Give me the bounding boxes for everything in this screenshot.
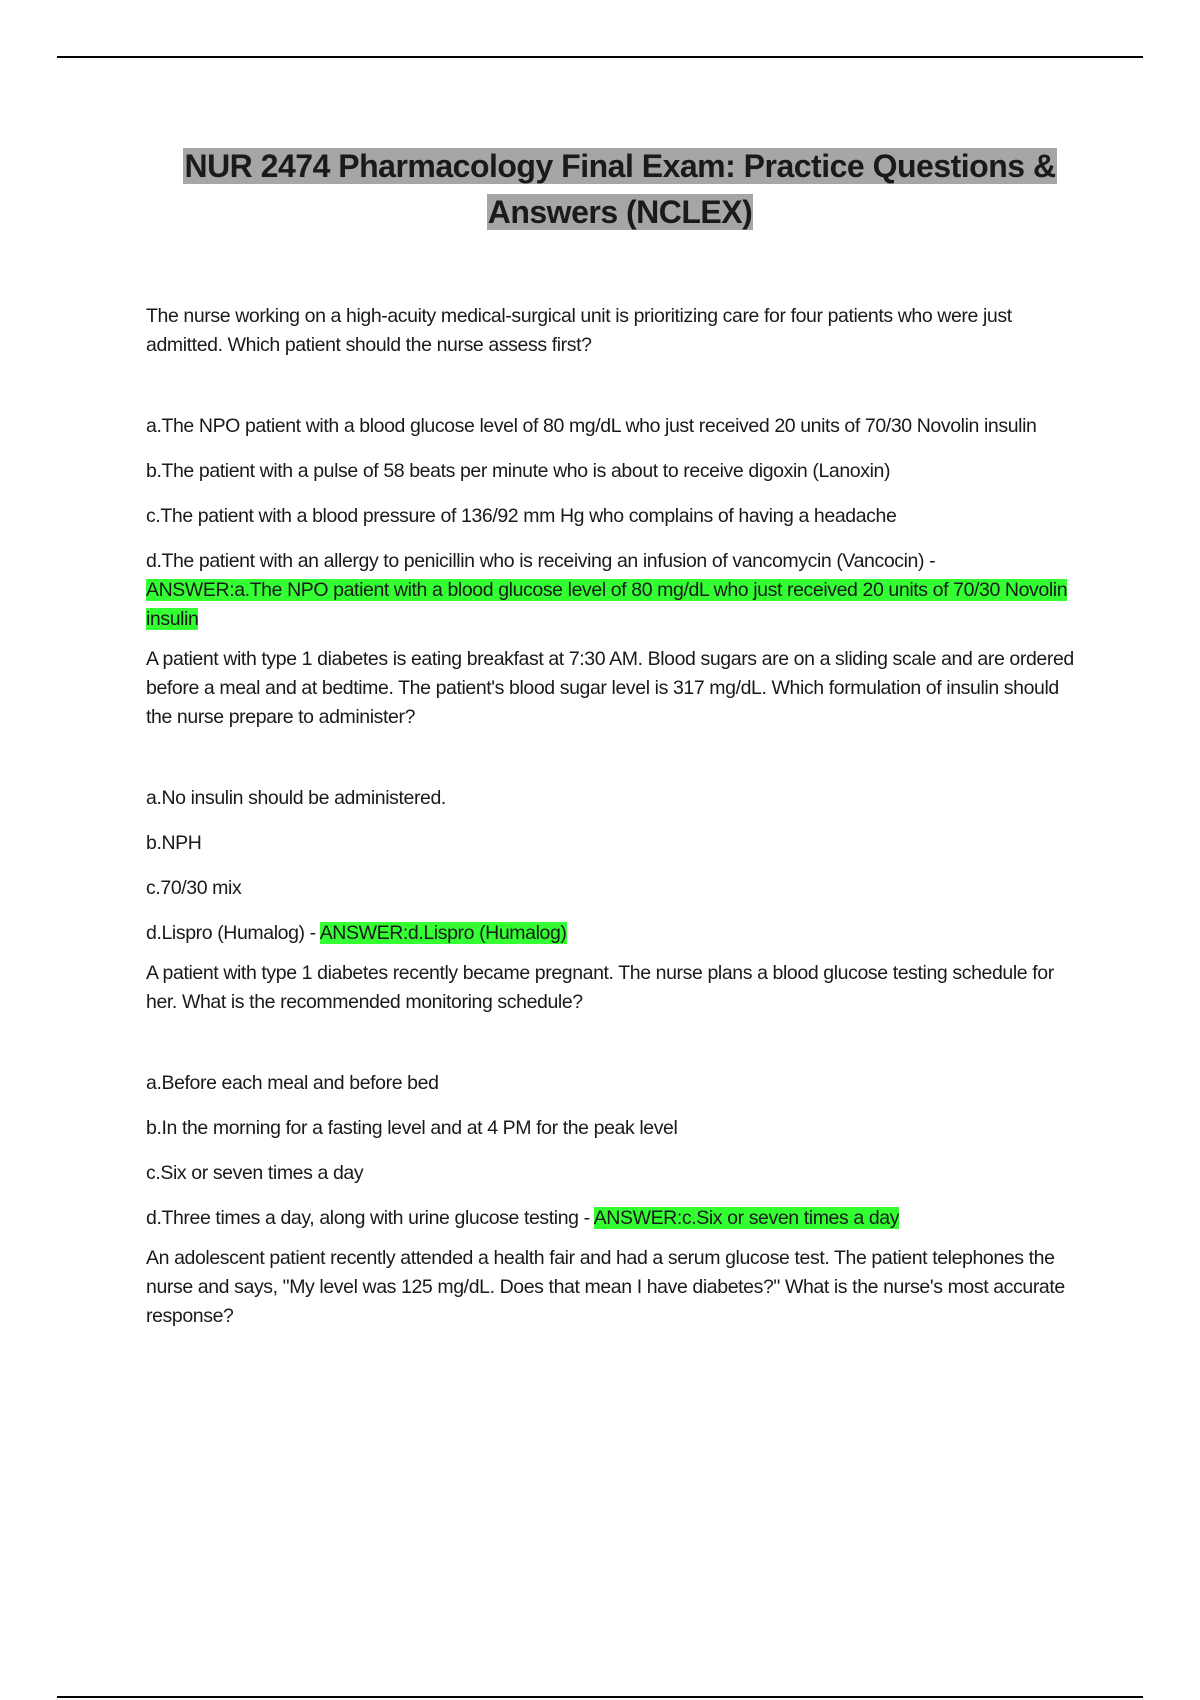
answer-option: c.70/30 mix (146, 877, 242, 899)
question-stem: The nurse working on a high-acuity medical-surgical unit is prioritizing care for four patients who were just admitted. Which patient should the nurse assess first? (146, 305, 1012, 356)
answer-option-text: d.The patient with an allergy to penicillin who is receiving an infusion of vancomycin (Vancocin) - (146, 550, 936, 572)
footer-rule (57, 1696, 1143, 1698)
answer-option: a.No insulin should be administered. (146, 787, 446, 809)
question-stem: A patient with type 1 diabetes recently became pregnant. The nurse plans a blood glucose testing schedule for her. What is the recommended monitoring schedule? (146, 962, 1054, 1013)
answer-option: c.Six or seven times a day (146, 1162, 364, 1184)
correct-answer-highlight: ANSWER:c.Six or seven times a day (593, 1207, 900, 1229)
question-stem: An adolescent patient recently attended a health fair and had a serum glucose test. The patient telephones the nurse and says, "My level was 125 mg/dL. Does that mean I have diabetes?" What is the nurse's most accurate response? (146, 1247, 1065, 1327)
answer-option-text: d.Lispro (Humalog) - (146, 922, 316, 944)
correct-answer-highlight: ANSWER:a.The NPO patient with a blood glucose level of 80 mg/dL who just received 20 units of 70/30 Novolin insulin (146, 579, 1068, 630)
answer-option: a.Before each meal and before bed (146, 1072, 439, 1094)
answer-option: c.The patient with a blood pressure of 136/92 mm Hg who complains of having a headache (146, 505, 897, 527)
header-rule (57, 56, 1143, 58)
title-line-1: NUR 2474 Pharmacology Final Exam: Practice Questions & (184, 148, 1056, 184)
answer-option: b.NPH (146, 832, 202, 854)
answer-option-with-key (146, 1204, 1086, 1233)
answer-option: b.The patient with a pulse of 58 beats per minute who is about to receive digoxin (Lanoxin) (146, 460, 891, 482)
answer-option: a.The NPO patient with a blood glucose level of 80 mg/dL who just received 20 units of 70/30 Novolin insulin (146, 415, 1037, 437)
answer-option-with-key (146, 919, 1086, 948)
question-stem: A patient with type 1 diabetes is eating breakfast at 7:30 AM. Blood sugars are on a sliding scale and are ordered before a meal and at bedtime. The patient's blood sugar level is 317 mg/dL. Which formulation of insulin should the nurse prepare to administer? (146, 648, 1074, 728)
answer-option-with-key (146, 547, 1086, 634)
title-line-2: Answers (NCLEX) (487, 194, 753, 230)
correct-answer-highlight: ANSWER:d.Lispro (Humalog) (319, 922, 567, 944)
question-list (146, 302, 1086, 1383)
answer-option-text: d.Three times a day, along with urine glucose testing - (146, 1207, 590, 1229)
document-title (130, 143, 1110, 235)
answer-option: b.In the morning for a fasting level and at 4 PM for the peak level (146, 1117, 678, 1139)
